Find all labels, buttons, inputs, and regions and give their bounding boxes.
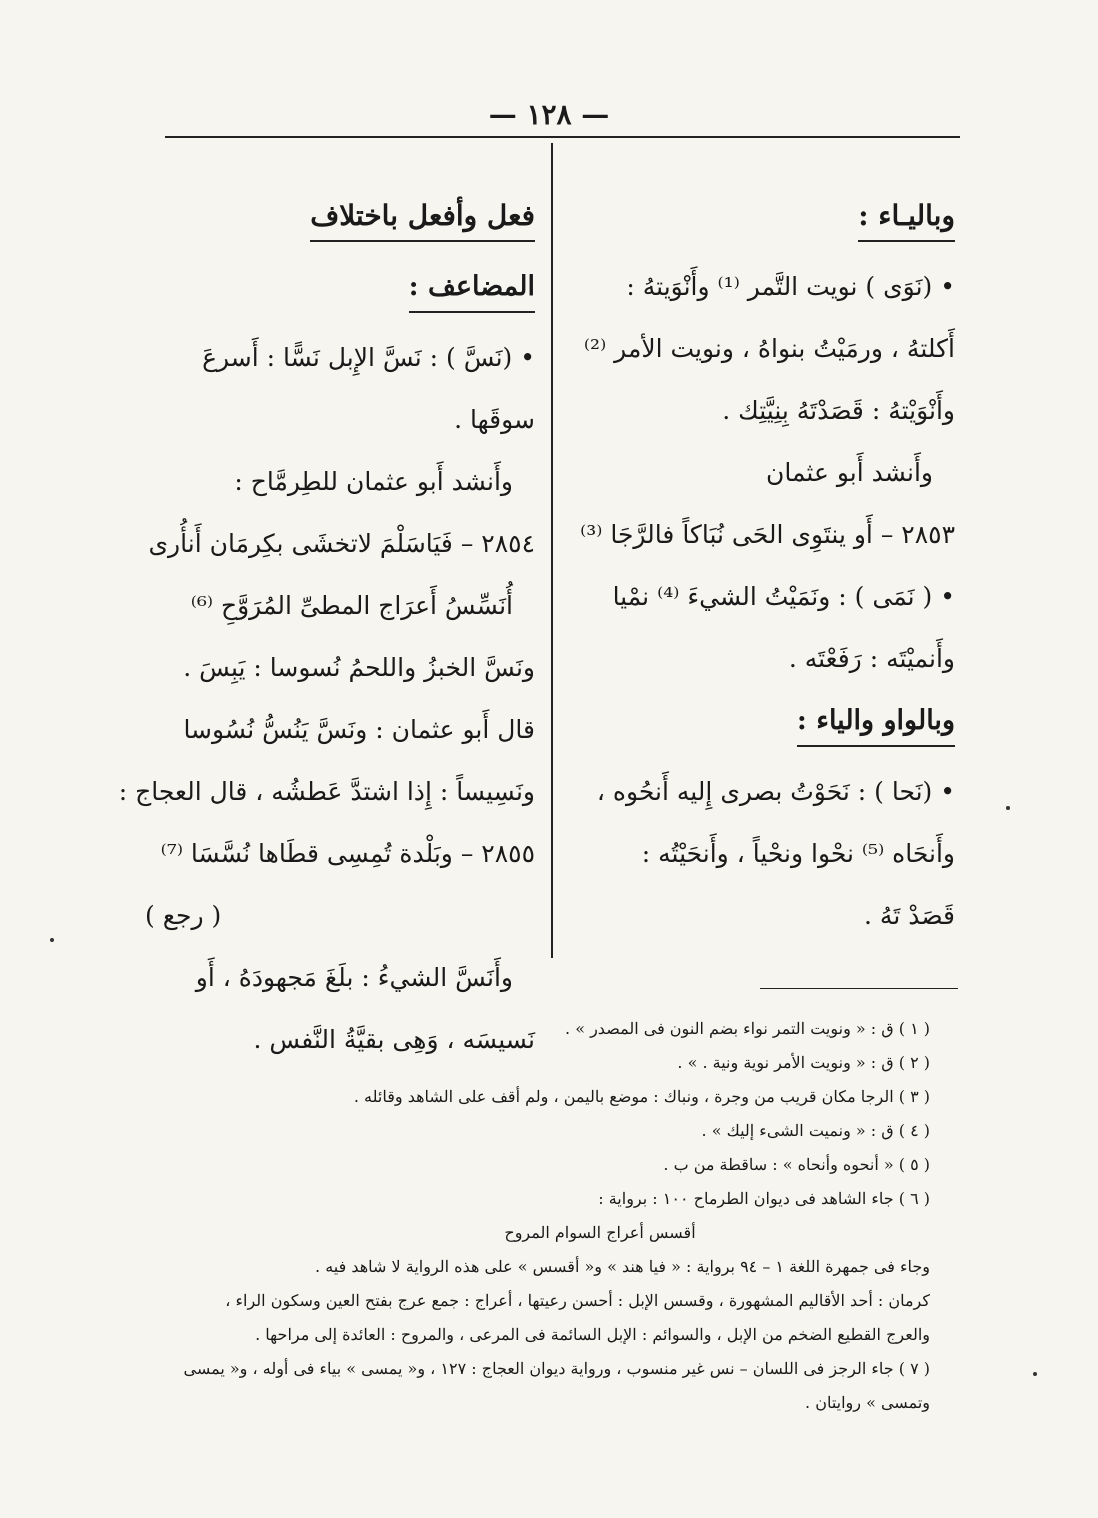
text-line: قال أَبو عثمان : ونَسَّ يَنُسُّ نُسُوسا xyxy=(183,715,535,744)
text-line: نَسيسَه ، وَهِى بقيَّةُ النَّفس . xyxy=(253,1025,535,1054)
page-number: — ١٢٨ — xyxy=(488,98,610,131)
text-line: • (نَسَّ ) : نَسَّ الإِبل نَسًّا : أَسرعَ xyxy=(202,343,535,372)
text-line: سوقَها . xyxy=(454,405,535,434)
verse-line: أُنَسِّسُ أَعرَاج المطىِّ المُرَوَّحِ ⁽⁶⁾ xyxy=(190,591,513,620)
footnotes xyxy=(150,1012,930,1420)
footnote: ( ٧ ) جاء الرجز فى اللسان – نس غير منسوب ، ورواية ديوان العجاج : ١٢٧ ، و« يمسى » بياء فى أوله ، و« يمسى xyxy=(183,1359,930,1378)
footnote-verse: أقسس أعراج السوام المروح xyxy=(504,1223,696,1242)
text-line: ونَسَّ الخبزُ واللحمُ نُسوسا : يَبِسَ . xyxy=(183,653,535,682)
right-column xyxy=(575,186,955,947)
column-divider xyxy=(551,143,553,958)
right-column-subheading: وبالواو والياء : xyxy=(797,697,955,747)
text-line: وأَنَسَّ الشيءُ : بلَغَ مَجهودَهُ ، أَو xyxy=(195,963,513,992)
footnote: ( ٤ ) ق : « ونميت الشىء إليك » . xyxy=(701,1121,930,1140)
text-line: وأَنشد أَبو عثمان للطِرمَّاح : xyxy=(234,467,513,496)
footnote: ( ٦ ) جاء الشاهد فى ديوان الطرماح ١٠٠ : برواية : xyxy=(598,1189,930,1208)
text-line: وأَنشد أَبو عثمان xyxy=(765,458,933,487)
text-line: ( رجع ) xyxy=(145,901,222,930)
footnote: وتمسى » روايتان . xyxy=(805,1393,930,1412)
footnote: ( ٣ ) الرجا مكان قريب من وجرة ، ونباك : موضع باليمن ، ولم أقف على الشاهد وقائله . xyxy=(353,1087,930,1106)
right-column-heading: وباليـاء : xyxy=(858,192,955,242)
text-line: • (نَحا ) : نَحَوْتُ بصرى إِليه أَنحُوه ، xyxy=(596,777,955,806)
text-line: • ( نَمَى ) : ونَمَيْتُ الشيءَ ⁽⁴⁾ نمْيا xyxy=(612,582,955,611)
left-column-subheading: المضاعف : xyxy=(409,263,535,313)
footnote: والعرج القطيع الضخم من الإبل ، والسوائم : الإبل السائمة فى المرعى ، والمروح : العائدة إلى مراحها . xyxy=(255,1325,930,1344)
top-rule xyxy=(165,136,960,138)
footnote: وجاء فى جمهرة اللغة ١ – ٩٤ برواية : « فيا هند » و« أقسس » على هذه الرواية لا شاهد فيه . xyxy=(315,1257,930,1276)
footnote: ( ٢ ) ق : « ونويت الأمر نوية ونية . » . xyxy=(677,1053,930,1072)
text-line: وأَنْوَيْتهُ : قَصَدْتَهُ بِنِيَّتِك . xyxy=(722,396,955,425)
footnote: ( ٥ ) « أنحوه وأنحاه » : ساقطة من ب . xyxy=(663,1155,930,1174)
text-line: • (نَوَى ) نويت التَّمر ⁽¹⁾ وأَنْوَيتهُ : xyxy=(626,272,955,301)
left-column-heading: فعل وأفعل باختلاف xyxy=(310,192,535,242)
footnote-rule xyxy=(760,988,958,989)
text-line: ونَسِيساً : إِذا اشتدَّ عَطشُه ، قال العجاج : xyxy=(118,777,535,806)
verse-line: ٢٨٥٤ – فَيَاسَلْمَ لاتخشَى بكِرمَان أَنأُرى xyxy=(148,529,535,558)
text-line: أَكلتهُ ، ورمَيْتُ بنواهُ ، ونويت الأمر ⁽²⁾ xyxy=(583,334,955,363)
scan-speck xyxy=(1033,1372,1037,1376)
left-column xyxy=(118,186,535,1071)
footnote: ( ١ ) ق : « ونويت التمر نواء بضم النون فى المصدر » . xyxy=(565,1019,930,1038)
text-line: وأَنميْتَه : رَفَعْتَه . xyxy=(788,644,955,673)
verse-line: ٢٨٥٥ – وبَلْدة تُمِسِى قطَاها نُسَّسَا ⁽⁷⁾ xyxy=(160,839,535,868)
scan-speck xyxy=(50,938,54,942)
scan-speck xyxy=(1006,806,1010,810)
verse-line: ٢٨٥٣ – أَو ينتَوِى الحَى نُبَاكاً فالرَّجَا ⁽³⁾ xyxy=(580,520,955,549)
footnote: كرمان : أحد الأقاليم المشهورة ، وقسس الإبل : أحسن رعيتها ، أعراج : جمع عرج بفتح العين وسكون الراء ، xyxy=(225,1291,930,1310)
text-line: وأَنحَاه ⁽⁵⁾ نحْوا ونحْياً ، وأَنحَيْتُه : xyxy=(641,839,955,868)
text-line: قَصَدْ تَهُ . xyxy=(864,901,955,930)
